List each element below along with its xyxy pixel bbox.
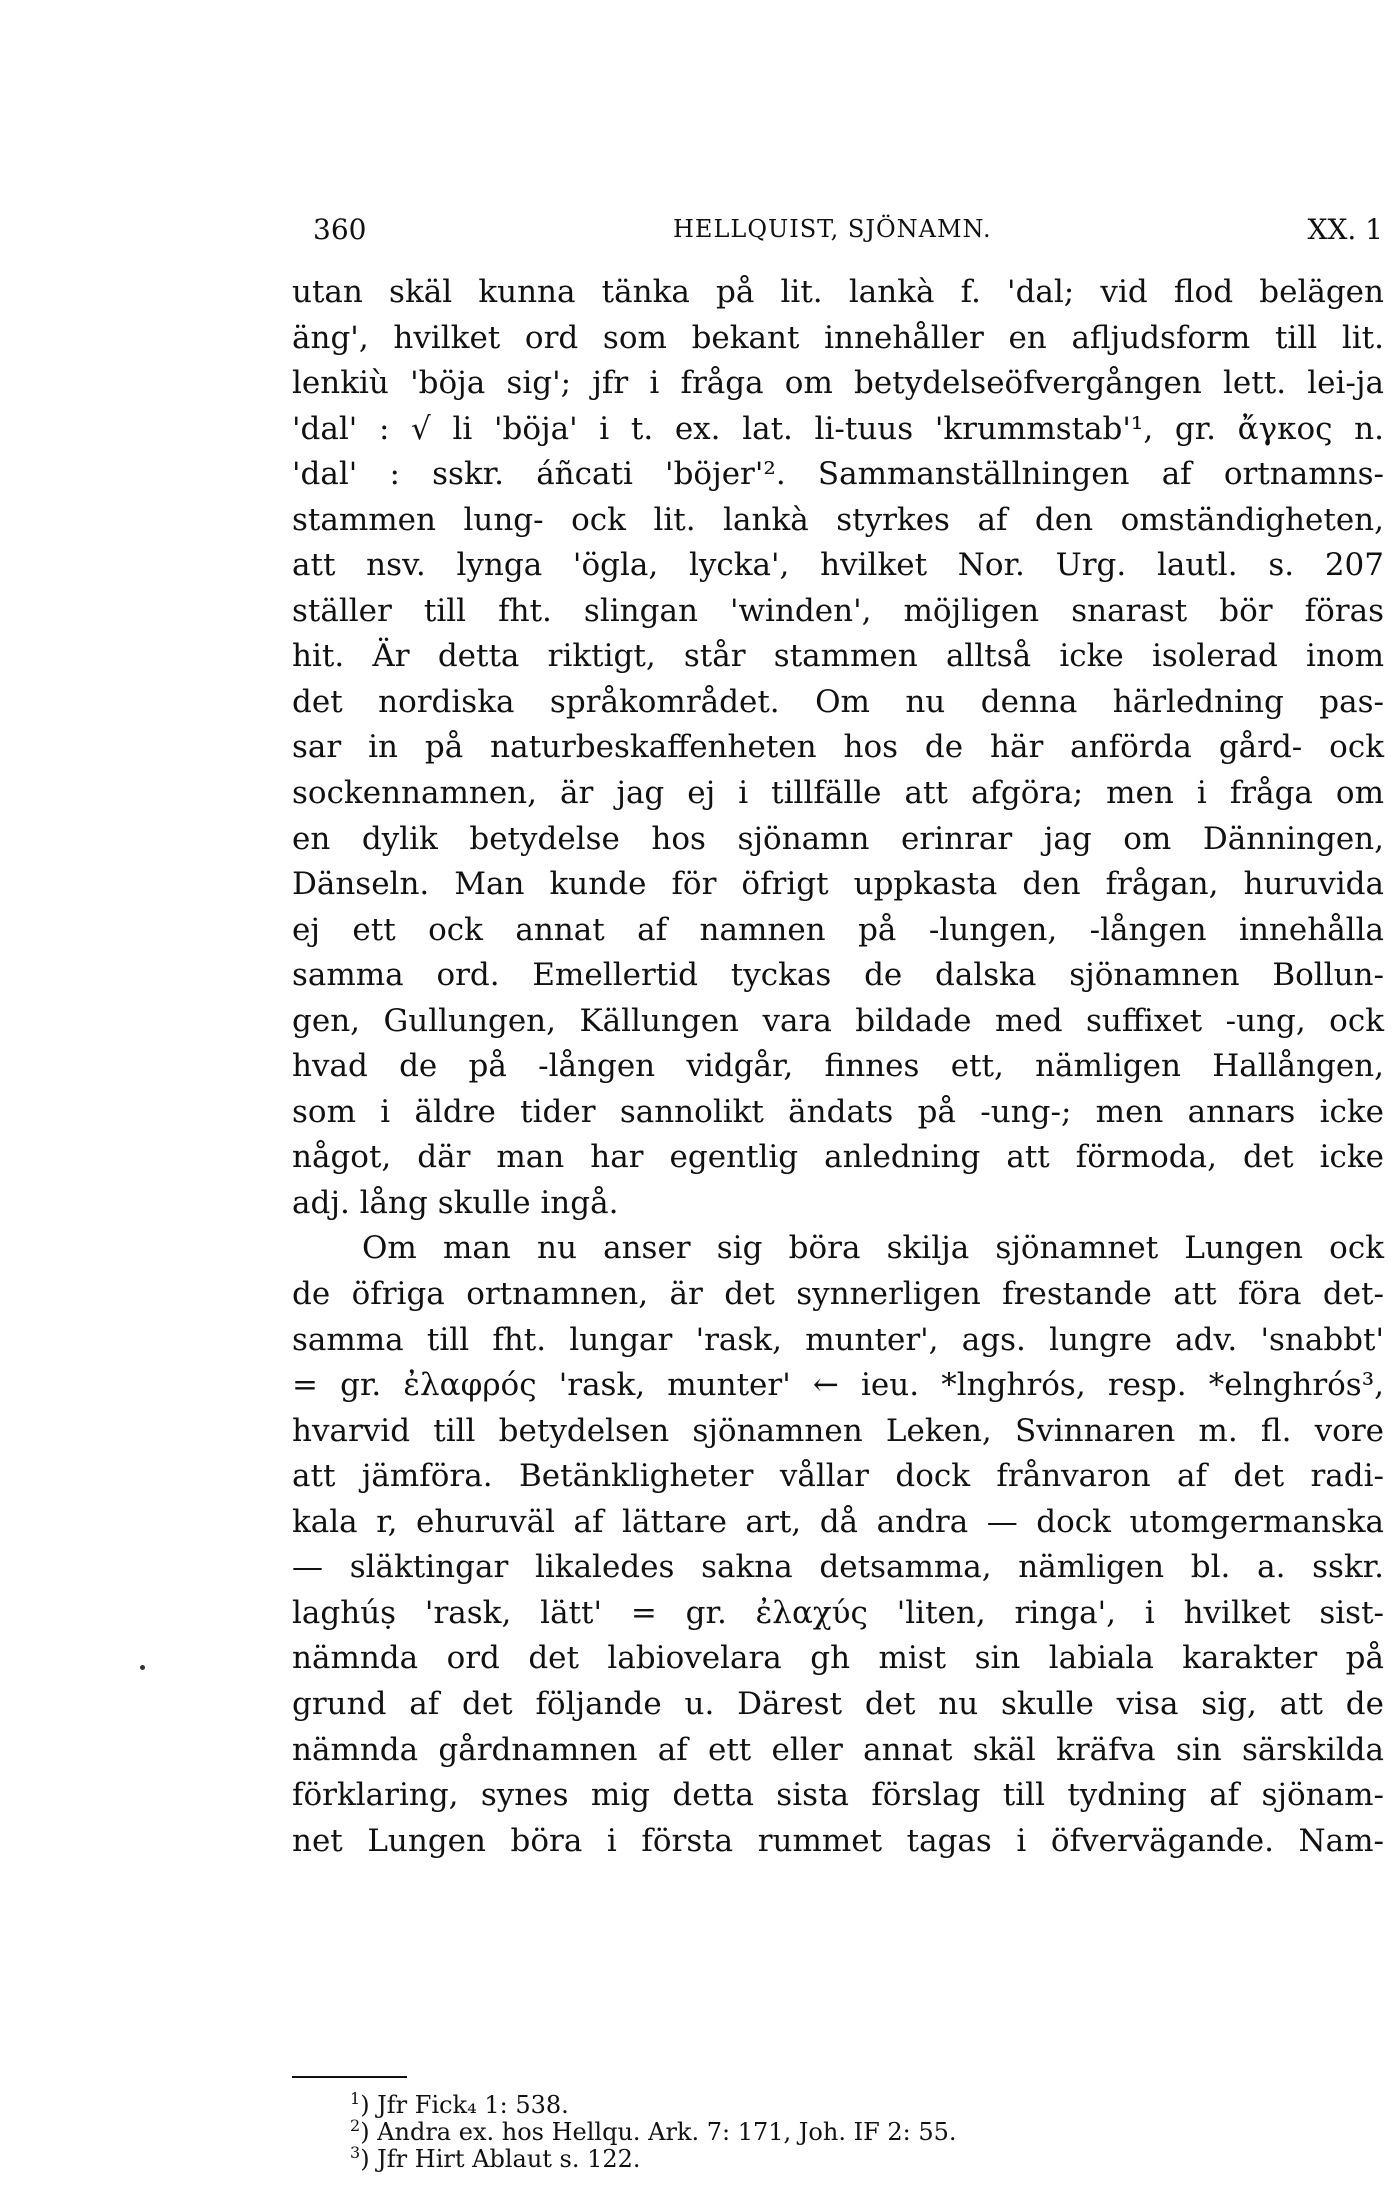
- text-line: Dänseln. Man kunde för öfrigt uppkasta den frågan, huruvida: [292, 866, 1384, 903]
- text-line: att nsv. lynga 'ögla, lycka', hvilket Nor. Urg. lautl. s. 207: [292, 547, 1384, 584]
- text-line: hvarvid till betydelsen sjönamnen Leken, Svinnaren m. fl. vore: [292, 1412, 1384, 1449]
- text-line: de öfriga ortnamnen, är det synnerligen frestande att föra det-: [292, 1276, 1384, 1313]
- text-line: ej ett ock annat af namnen på -lungen, -lången innehålla: [292, 911, 1384, 948]
- text-line: = gr. ἐλαφρός 'rask, munter' ← ieu. *lnghrós, resp. *elnghrós³,: [292, 1367, 1384, 1404]
- text-line: nämnda gårdnamnen af ett eller annat skäl kräfva sin särskilda: [292, 1731, 1384, 1768]
- text-line: laghúṣ 'rask, lätt' = gr. ἐλαχύς 'liten, ringa', i hvilket sist-: [292, 1594, 1384, 1631]
- text-line: 'dal' : sskr. áñcati 'böjer'². Sammanställningen af ortnamns-: [292, 456, 1384, 493]
- footnote-3: [350, 2140, 641, 2172]
- text-line: grund af det följande u. Därest det nu skulle visa sig, att de: [292, 1685, 1384, 1722]
- text-line: som i äldre tider sannolikt ändats på -ung-; men annars icke: [292, 1093, 1384, 1130]
- footnote-text: ) Jfr Hirt Ablaut s. 122.: [360, 2145, 641, 2173]
- text-line: sockennamnen, är jag ej i tillfälle att afgöra; men i fråga om: [292, 775, 1384, 812]
- margin-speck: [140, 1665, 145, 1670]
- footnote-marker: 3: [350, 2143, 361, 2162]
- text-line: kala r, ehuruväl af lättare art, då andra — dock utomgermanska: [292, 1503, 1384, 1540]
- running-title: HELLQUIST, SJÖNAMN.: [673, 215, 992, 243]
- text-line: samma ord. Emellertid tyckas de dalska sjönamnen Bollun-: [292, 957, 1384, 994]
- footnote-divider: [292, 2076, 407, 2078]
- text-line: förklaring, synes mig detta sista förslag till tydning af sjönam-: [292, 1777, 1384, 1814]
- text-line: sar in på naturbeskaffenheten hos de här anförda gård- ock: [292, 729, 1384, 766]
- text-line: samma till fht. lungar 'rask, munter', ags. lungre adv. 'snabbt': [292, 1321, 1384, 1358]
- main-text: [292, 270, 1384, 1864]
- text-line: äng', hvilket ord som bekant innehåller en afljudsform till lit.: [292, 319, 1384, 356]
- text-line: adj. lång skulle ingå.: [292, 1184, 619, 1221]
- text-line: 'dal' : √ li 'böja' i t. ex. lat. li-tuus 'krummstab'¹, gr. ἄγκος n.: [292, 410, 1384, 447]
- text-line: hit. Är detta riktigt, står stammen alltså icke isolerad inom: [292, 638, 1384, 675]
- text-line: det nordiska språkområdet. Om nu denna härledning pas-: [292, 683, 1384, 720]
- text-line: gen, Gullungen, Källungen vara bildade med suffixet -ung, ock: [292, 1002, 1384, 1039]
- text-line: hvad de på -lången vidgår, finnes ett, nämligen Hallången,: [292, 1048, 1384, 1085]
- text-line: stammen lung- ock lit. lankà styrkes af den omständigheten,: [292, 501, 1384, 538]
- running-header: [313, 213, 1383, 253]
- text-line: något, där man har egentlig anledning att förmoda, det icke: [292, 1139, 1384, 1176]
- paragraph-start-line: Om man nu anser sig böra skilja sjönamnet Lungen ock: [362, 1230, 1384, 1267]
- footnote-marker: 1: [350, 2089, 361, 2108]
- text-line: ställer till fht. slingan 'winden', möjligen snarast bör föras: [292, 592, 1384, 629]
- text-line: net Lungen böra i första rummet tagas i öfvervägande. Nam-: [292, 1822, 1384, 1859]
- section-number: XX. 1: [1307, 213, 1383, 246]
- text-line: att jämföra. Betänkligheter vållar dock frånvaron af det radi-: [292, 1458, 1384, 1495]
- text-line: lenkiù 'böja sig'; jfr i fråga om betydelseöfvergången lett. lei-ja: [292, 365, 1384, 402]
- footnote-text: ) Andra ex. hos Hellqu. Ark. 7: 171, Joh. IF 2: 55.: [360, 2118, 957, 2146]
- text-line: en dylik betydelse hos sjönamn erinrar jag om Dänningen,: [292, 820, 1384, 857]
- text-line: utan skäl kunna tänka på lit. lankà f. 'dal; vid flod belägen: [292, 274, 1384, 310]
- footnote-marker: 2: [350, 2116, 361, 2135]
- text-line: — släktingar likaledes sakna detsamma, nämligen bl. a. sskr.: [292, 1549, 1384, 1586]
- page-number: 360: [313, 213, 367, 246]
- text-line: nämnda ord det labiovelara gh mist sin labiala karakter på: [292, 1640, 1384, 1677]
- footnote-text: ) Jfr Fick₄ 1: 538.: [360, 2091, 569, 2119]
